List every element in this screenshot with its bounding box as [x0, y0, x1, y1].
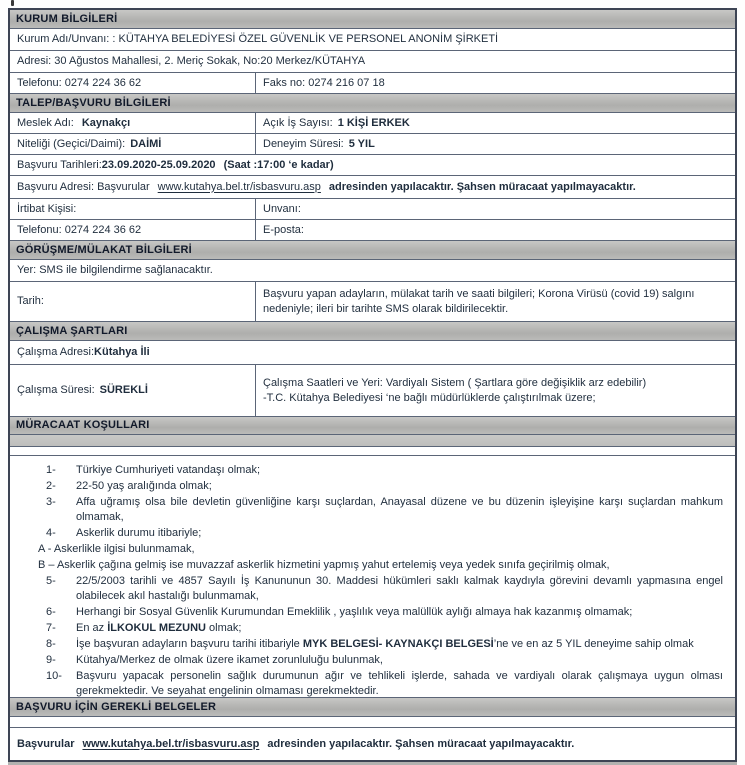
section-title: TALEP/BAŞVURU BİLGİLERİ [16, 96, 171, 109]
scan-artifact-mark [11, 0, 14, 6]
belgeler-post: adresinden yapılacaktır. Şahsen müracaat yapılmayacaktır. [267, 737, 575, 750]
section-title: MÜRACAAT KOŞULLARI [16, 419, 150, 431]
item-number: 6- [46, 606, 56, 618]
kurum-faks: Faks no: 0274 216 07 18 [263, 76, 385, 89]
item-number: 9- [46, 654, 56, 666]
row-nitelik-deneyim [10, 134, 735, 155]
basvuru-adresi-suffix: adresinden yapılacaktır. Şahsen müracaat yapılmayacaktır. [328, 180, 636, 193]
calisma-suresi-label: Çalışma Süresi: [17, 384, 95, 396]
muracaat-item [46, 574, 723, 604]
row-irtibat-unvan [10, 199, 735, 220]
row-basvuru-adresi [10, 176, 735, 199]
item-number: 8- [46, 638, 56, 650]
calisma-adresi-value: Kütahya İli [94, 346, 150, 358]
item-number: 2- [46, 480, 56, 492]
muracaat-item [38, 542, 723, 557]
tarihleri-label: Başvuru Tarihleri: [17, 158, 102, 171]
basvuru-link[interactable]: www.kutahya.bel.tr/isbasvuru.asp [157, 180, 321, 193]
row-calisma-suresi [10, 365, 735, 417]
row-basvuru-tarihleri [10, 155, 735, 176]
muracaat-item [46, 463, 723, 478]
document-table [8, 8, 737, 762]
tarihleri-saat: (Saat :17:00 ‘e kadar) [223, 158, 334, 171]
mulakat-tarih-label: Tarih: [10, 282, 256, 321]
row-mulakat-tarih [10, 282, 735, 322]
calisma-adresi-cell [10, 341, 735, 364]
nitelik-cell [10, 134, 256, 154]
mulakat-tarih-value: Başvuru yapan adayların, mülakat tarih ve saati bilgileri; Korona Virüsü (covid 19) salgını nedeniyle; ileri bir tarihte SMS olarak bildirilecektir. [263, 287, 695, 315]
row-calisma-adresi [10, 341, 735, 365]
muracaat-item [46, 653, 723, 668]
nitelik-label: Niteliği (Geçici/Daimi): [17, 137, 126, 150]
belgeler-pre: Başvurular [17, 737, 75, 750]
item-number: 5- [46, 575, 56, 587]
row-telefon-eposta [10, 220, 735, 241]
item-text: 22/5/2003 tarihli ve 4857 Sayılı İş Kanununun 30. Maddesi hükümleri saklı kalmak kaydıyla görevini devamlı yapmasına engel olabilecek akıl hastalığı bulunmamak, [76, 575, 723, 602]
mulakat-yer-text: Yer: SMS ile bilgilendirme sağlanacaktır. [17, 264, 213, 276]
section-header-belgeler [10, 698, 735, 717]
section-header-talep [10, 94, 735, 113]
belgeler-spacer [10, 717, 735, 728]
muracaat-item [46, 669, 723, 698]
item-number: 10- [46, 670, 62, 682]
item-text: Başvuru yapacak personelin sağlık durumunun ağır ve tehlikeli işlerde, sahada ve vardiyalı olarak çalışmaya uygun olması gerekmektedir. Ve seyahat engelinin olmaması gerekmektedir. [76, 670, 723, 697]
item-text: Türkiye Cumhuriyeti vatandaşı olmak; [76, 464, 261, 476]
acikis-label: Açık İş Sayısı: [263, 116, 333, 129]
row-kurum-telefon-faks [10, 73, 735, 94]
section-title: KURUM BİLGİLERİ [16, 12, 118, 25]
meslek-label: Meslek Adı: [17, 116, 74, 129]
item-text: A - Askerlikle ilgisi bulunmamak, [38, 543, 195, 555]
row-belgeler-basvurular [10, 728, 735, 760]
muracaat-item [46, 637, 723, 652]
muracaat-item [46, 495, 723, 525]
belgeler-basvurular-cell [10, 728, 735, 760]
basvuru-tarihleri-cell [10, 155, 735, 175]
deneyim-value: 5 YIL [348, 137, 375, 150]
irtibat-label: İrtibat Kişisi: [10, 199, 256, 219]
muracaat-item [46, 605, 723, 620]
calisma-saatleri-line1: Çalışma Saatleri ve Yeri: Vardiyalı Sistem ( Şartlara göre değişiklik arz edebilir) [263, 376, 647, 389]
muracaat-list [10, 456, 735, 698]
deneyim-label: Deneyim Süresi: [263, 137, 344, 150]
item-number: 3- [46, 496, 56, 508]
section-title: ÇALIŞMA ŞARTLARI [16, 324, 128, 337]
row-kurum-adi [10, 29, 735, 51]
item-text: 22-50 yaş aralığında olmak; [76, 480, 212, 492]
section-header-muracaat [10, 417, 735, 435]
item-text: En az İLKOKUL MEZUNU olmak; [76, 622, 242, 634]
kurum-telefon: Telefonu: 0274 224 36 62 [10, 73, 256, 93]
row-meslek-acikis [10, 113, 735, 134]
acikis-cell [256, 113, 735, 133]
calisma-suresi-value: SÜREKLİ [99, 384, 148, 396]
unvan-label: Unvanı: [263, 202, 301, 215]
tarihleri-value: 23.09.2020-25.09.2020 [101, 158, 216, 171]
item-number: 1- [46, 464, 56, 476]
acikis-value: 1 KİŞİ ERKEK [337, 116, 410, 129]
calisma-saatleri-cell [256, 365, 735, 416]
meslek-cell [10, 113, 256, 133]
item-bold-text: İLKOKUL MEZUNU [107, 622, 206, 634]
section-title: BAŞVURU İÇİN GEREKLİ BELGELER [16, 700, 217, 713]
belgeler-link[interactable]: www.kutahya.bel.tr/isbasvuru.asp [82, 737, 260, 750]
meslek-value: Kaynakçı [81, 116, 131, 129]
kurum-adi-text: Kurum Adı/Unvanı: : KÜTAHYA BELEDİYESİ ÖZEL GÜVENLİK VE PERSONEL ANONİM ŞİRKETİ [17, 33, 499, 45]
basvuru-adresi-cell [10, 176, 735, 198]
item-number: 7- [46, 622, 56, 634]
muracaat-item [38, 558, 723, 573]
item-text: Kütahya/Merkez de olmak üzere ikamet zorunluluğu bulunmak, [76, 654, 383, 666]
muracaat-header-band [10, 435, 735, 447]
deneyim-cell [256, 134, 735, 154]
item-text: Herhangi bir Sosyal Güvenlik Kurumundan Emeklilik , yaşlılık veya malüllük aylığı almaya hak kazanmış olmamak; [76, 606, 633, 618]
item-number: 4- [46, 527, 56, 539]
kurum-adres-text: Adresi: 30 Ağustos Mahallesi, 2. Meriç Sokak, No:20 Merkez/KÜTAHYA [17, 55, 366, 67]
section-header-mulakat [10, 241, 735, 260]
item-text: Affa uğramış olsa bile devletin güvenliğine karşı suçlardan, Anayasal düzene ve bu düzenin işleyişine karşı suçlardan mahkum olmamak, [76, 496, 723, 523]
section-header-kurum [10, 10, 735, 29]
row-kurum-adres [10, 51, 735, 73]
muracaat-item [46, 621, 723, 636]
muracaat-item [46, 526, 723, 541]
item-text: İşe başvuran adayların başvuru tarihi itibariyle MYK BELGESİ- KAYNAKÇI BELGESİ’ne ve en az 5 YIL deneyime sahip olmak [76, 638, 694, 650]
muracaat-item [46, 479, 723, 494]
row-mulakat-yer [10, 260, 735, 282]
item-text: Askerlik durumu itibariyle; [76, 527, 202, 539]
nitelik-value: DAİMİ [130, 137, 162, 150]
item-text: B – Askerlik çağına gelmiş ise muvazzaf askerlik hizmetini yapmış yahut ertelemiş veya yedek sınıfa geçirilmiş olmak, [38, 559, 610, 571]
calisma-saatleri-line2: -T.C. Kütahya Belediyesi ‘ne bağlı müdürlüklerde çalıştırılmak üzere; [263, 391, 596, 404]
item-bold-text: MYK BELGESİ- KAYNAKÇI BELGESİ [302, 638, 494, 650]
muracaat-spacer [10, 447, 735, 456]
eposta-label: E-posta: [263, 223, 304, 236]
calisma-adresi-label: Çalışma Adresi: [17, 346, 95, 358]
calisma-suresi-cell [10, 365, 256, 416]
section-header-calisma [10, 322, 735, 341]
section-title: GÖRÜŞME/MÜLAKAT BİLGİLERİ [16, 243, 192, 256]
basvuru-adresi-label: Başvuru Adresi: Başvurular [17, 180, 150, 193]
talep-telefon: Telefonu: 0274 224 36 62 [10, 220, 256, 240]
